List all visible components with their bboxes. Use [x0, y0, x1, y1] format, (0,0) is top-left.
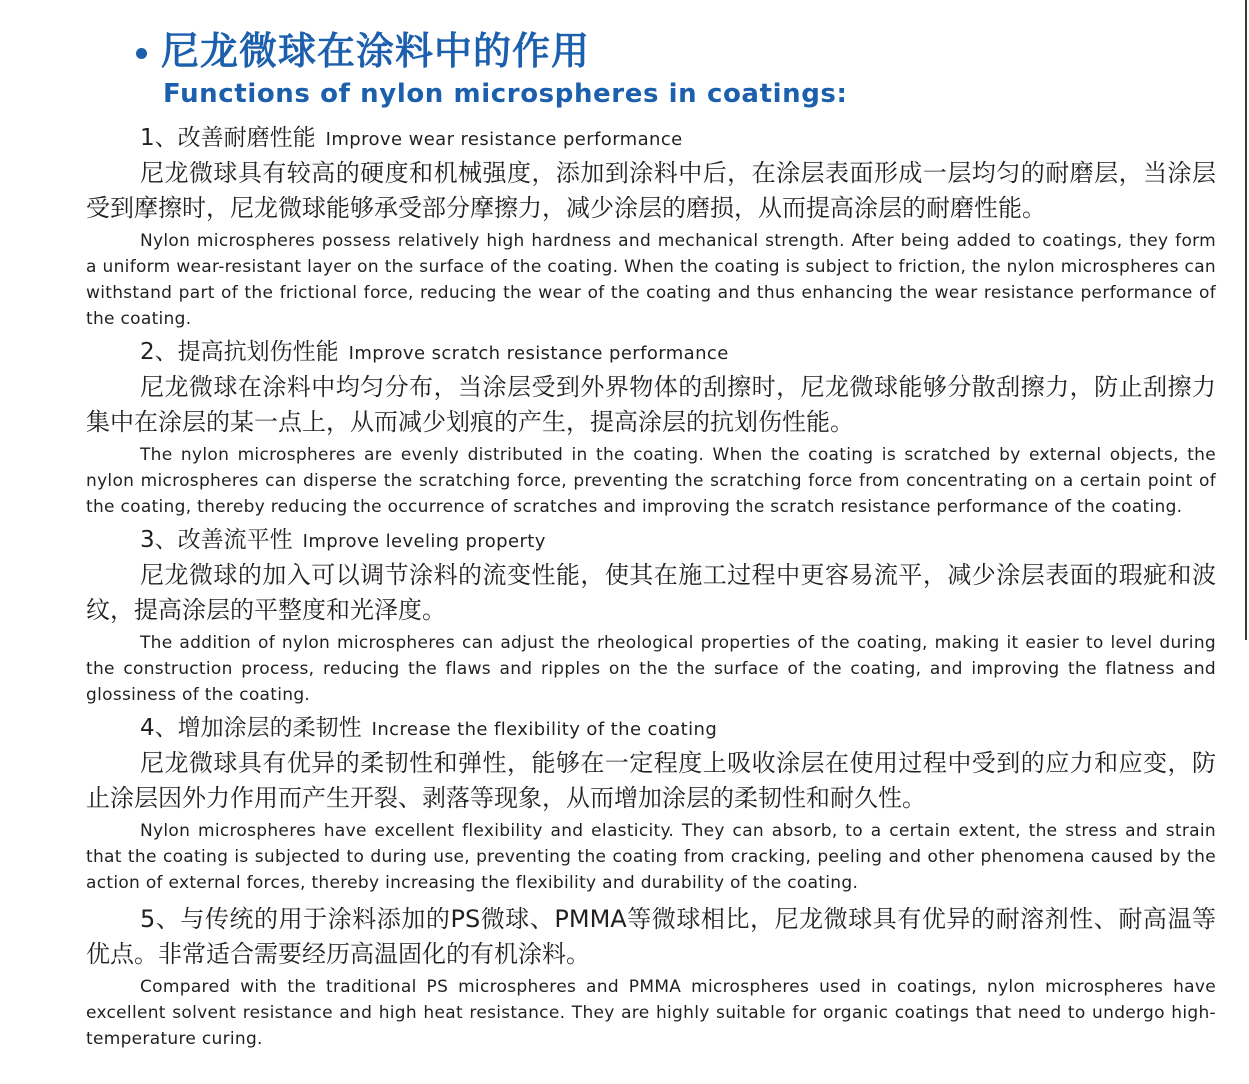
- section-title-zh: 尼龙微球在涂料中的作用: [161, 29, 591, 73]
- item-paragraph-en: The addition of nylon microspheres can adjust the rheological properties of the coating, making it easier to level during the construction process, reducing the flaws and ripples on the the surface of the coating, and improving the flatness and glossiness of the coating.: [86, 633, 1216, 705]
- list-item: [86, 712, 1216, 900]
- item-paragraph-en: Compared with the traditional PS microspheres and PMMA microspheres used in coatings, nylon microspheres have excellent solvent resistance and high heat resistance. They are highly suitable for organic coatings that need to undergo high-temperature curing.: [86, 977, 1216, 1049]
- item-paragraph-zh: 尼龙微球具有优异的柔韧性和弹性，能够在一定程度上吸收涂层在使用过程中受到的应力和应变，防止涂层因外力作用而产生开裂、剥落等现象，从而增加涂层的柔韧性和耐久性。: [86, 749, 1216, 812]
- list-item: [86, 524, 1216, 712]
- page-edge-rule: [1245, 0, 1247, 640]
- section-heading: [136, 26, 590, 76]
- item-paragraph-zh: 尼龙微球具有较高的硬度和机械强度，添加到涂料中后，在涂层表面形成一层均匀的耐磨层，当涂层受到摩擦时，尼龙微球能够承受部分摩擦力，减少涂层的磨损，从而提高涂层的耐磨性能。: [86, 159, 1216, 222]
- content-body: [86, 122, 1216, 1056]
- item-heading: [86, 122, 1216, 154]
- item-paragraph-zh: 尼龙微球在涂料中均匀分布，当涂层受到外界物体的刮擦时，尼龙微球能够分散刮擦力，防止刮擦力集中在涂层的某一点上，从而减少划痕的产生，提高涂层的抗划伤性能。: [86, 373, 1216, 436]
- item-heading: [86, 524, 1216, 556]
- item-heading-zh: 4、增加涂层的柔韧性: [140, 715, 362, 741]
- item-paragraph-en: Nylon microspheres possess relatively high hardness and mechanical strength. After being added to coatings, they form a uniform wear-resistant layer on the surface of the coating. When the coating is subject to friction, the nylon microspheres can withstand part of the frictional force, reducing the wear of the coating and thus enhancing the wear resistance performance of the coating.: [86, 231, 1216, 329]
- item-heading: [86, 712, 1216, 744]
- item-heading-zh: 3、改善流平性: [140, 527, 293, 553]
- bullet-icon: [136, 48, 147, 59]
- item-heading-en: Improve wear resistance performance: [325, 129, 683, 150]
- item-heading-zh: 2、提高抗划伤性能: [140, 339, 339, 365]
- item-paragraph-en: Nylon microspheres have excellent flexibility and elasticity. They can absorb, to a certain extent, the stress and strain that the coating is subjected to during use, preventing the coating from cracking, peeling and other phenomena caused by the action of external forces, thereby increasing the flexibility and durability of the coating.: [86, 821, 1216, 893]
- item-paragraph-zh: 尼龙微球的加入可以调节涂料的流变性能，使其在施工过程中更容易流平，减少涂层表面的瑕疵和波纹，提高涂层的平整度和光泽度。: [86, 561, 1216, 624]
- section-title-en: Functions of nylon microspheres in coatings:: [163, 79, 848, 109]
- list-item: [86, 122, 1216, 336]
- item-heading-en: Increase the flexibility of the coating: [371, 719, 718, 740]
- item-heading-en: Improve leveling property: [302, 531, 546, 552]
- item-paragraph-zh: 5、与传统的用于涂料添加的PS微球、PMMA等微球相比，尼龙微球具有优异的耐溶剂性、耐高温等优点。非常适合需要经历高温固化的有机涂料。: [86, 905, 1216, 968]
- item-heading: [86, 336, 1216, 368]
- item-heading-en: Improve scratch resistance performance: [348, 343, 729, 364]
- list-item: [86, 336, 1216, 524]
- item-paragraph-en: The nylon microspheres are evenly distributed in the coating. When the coating is scratched by external objects, the nylon microspheres can disperse the scratching force, preventing the scratching force from concentrating on a certain point of the coating, thereby reducing the occurrence of scratches and improving the scratch resistance performance of the coating.: [86, 445, 1216, 517]
- item-heading-zh: 1、改善耐磨性能: [140, 125, 316, 151]
- list-item: [86, 900, 1216, 1056]
